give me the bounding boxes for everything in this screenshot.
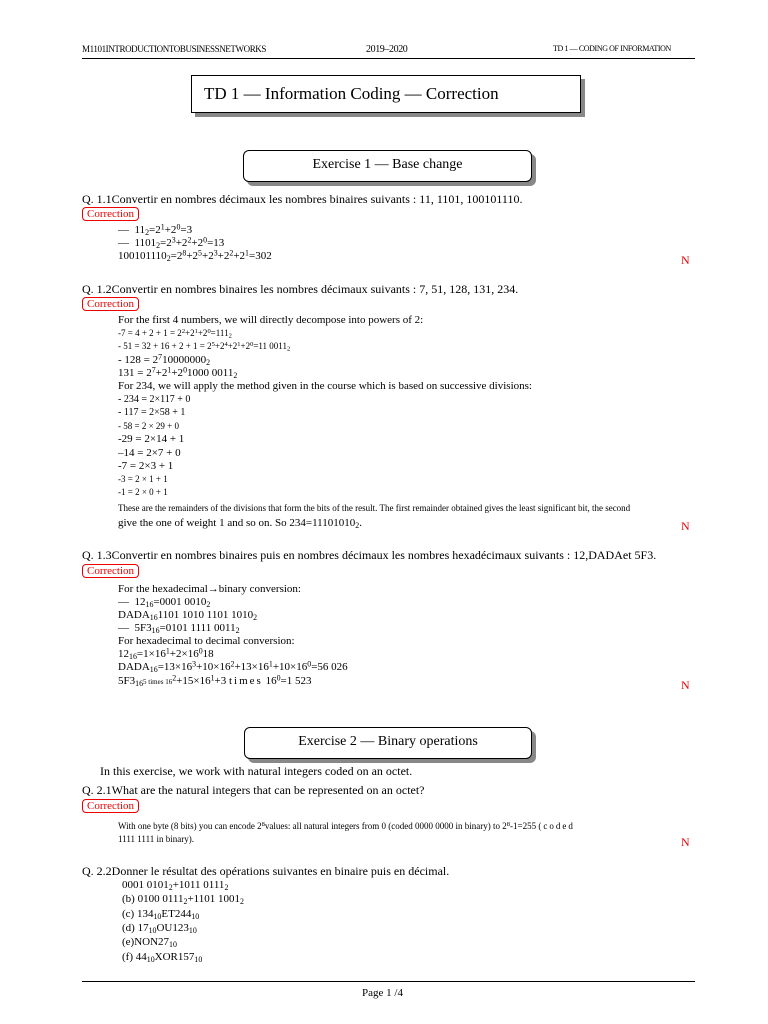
n-mark: N [681, 519, 690, 533]
answer-line: 1111 1111 in binary). [118, 834, 194, 844]
answer-line: $5F3_{16}5$ times $16^2+15\times 16^1+3$ times $16^0=1$ 523 [118, 673, 312, 688]
exercise1-box [243, 150, 532, 182]
division-line: –14 = 2×7 + 0 [118, 447, 181, 459]
operation-item: (f) $44_{10}XOR157_{10}$ [122, 951, 203, 964]
answer-line: For the hexadecimal→binary conversion: [118, 583, 301, 595]
answer-line: - $128 = 2^710000000_2$ [118, 352, 211, 367]
answer-line: $DADA_{16}=13\times 16^3+10\times 16^2+13\times 16^1+10\times 16^0=56$ 026 [118, 659, 348, 674]
answer-line: — $11_2=2^1+2^0=3$ [118, 222, 193, 237]
question-2-1: Q. 2.1What are the natural integers that can be represented on an octet? [82, 783, 425, 797]
correction-badge: Correction [82, 297, 139, 311]
operation-item: (b) 0100 $0111_2+1101$ $1001_2$ [122, 893, 244, 906]
operation-item: (c) $134_{10}ET244_{10}$ [122, 908, 200, 921]
answer-line: $100101110_2=2^8+2^5+2^3+2^2+2^1=302$ [118, 248, 272, 263]
header-year: 2019–2020 [366, 44, 408, 55]
n-mark: N [681, 253, 690, 267]
exercise2-title: Exercise 2 — Binary operations [298, 734, 478, 749]
division-line: -3 = 2 × 1 + 1 [118, 474, 168, 484]
answer-line: $-7 = 4 + 2 + 1 = 2^2+2^1+2^0=111_2$ [118, 328, 232, 340]
answer-line: — $12_{16}=0001$ $0010_2$ [118, 596, 211, 609]
answer-line: With one byte (8 bits) you can encode $2^8values$: all natural integers from 0 (coded 0000 0000 in binary) to $2^8-1=255$ (coded [118, 821, 575, 831]
answer-note: These are the remainders of the divisions that form the bits of the result. The first remainder obtained gives the least significant bit, the second [118, 503, 631, 513]
division-line: -7 = 2×3 + 1 [118, 460, 174, 472]
answer-line: - $51 = 32 + 16 + 2 + 1 = 2^5+2^4+2^1+2^0=11$ $0011_2$ [118, 341, 291, 353]
header-rule [82, 58, 695, 59]
question-1-2: Q. 1.2Convertir en nombres binaires les nombres décimaux suivants : 7, 51, 128, 131, 234. [82, 282, 519, 296]
question-1-3: Q. 1.3Convertir en nombres binaires puis en nombres décimaux les nombres hexadécimaux suivants : 12,DADAet 5F3. [82, 548, 657, 562]
division-line: -1 = 2 × 0 + 1 [118, 487, 168, 497]
correction-badge: Correction [82, 564, 139, 578]
division-line: -29 = 2×14 + 1 [118, 433, 185, 445]
question-1-1: Q. 1.1Convertir en nombres décimaux les nombres binaires suivants : 11, 1101, 100101110. [82, 192, 523, 206]
answer-line: $12_{16}=1\times 16^1+2\times 16^018$ [118, 646, 214, 661]
n-mark: N [681, 678, 690, 692]
answer-line: For 234, we will apply the method given in the course which is based on successive divisions: [118, 380, 532, 392]
division-line: - 117 = 2×58 + 1 [118, 407, 186, 418]
answer-line: — $1101_2=2^3+2^2+2^0=13$ [118, 235, 225, 250]
correction-badge: Correction [82, 799, 139, 813]
answer-line: $DADA_{16}1101$ 1010 1101 $1010_2$ [118, 609, 258, 622]
division-line: - 58 = 2 × 29 + 0 [118, 421, 179, 431]
answer-note: give the one of weight 1 and so on. So $234=11101010_2$. [118, 517, 362, 530]
exercise2-box [244, 727, 532, 759]
answer-line: For hexadecimal to decimal conversion: [118, 635, 295, 647]
operation-item: (d) $17_{10}OU123_{10}$ [122, 922, 197, 935]
exercise2-intro: In this exercise, we work with natural integers coded on an octet. [100, 764, 413, 778]
question-2-2: Q. 2.2Donner le résultat des opérations suivantes en binaire puis en décimal. [82, 864, 450, 878]
answer-line: For the first 4 numbers, we will directly decompose into powers of 2: [118, 314, 424, 326]
page-title: TD 1 — Information Coding — Correction [204, 84, 499, 103]
exercise1-title: Exercise 1 — Base change [312, 157, 463, 172]
correction-badge: Correction [82, 207, 139, 221]
operation-item: 0001 $0101_2+1011$ $0111_2$ [122, 879, 229, 892]
answer-line: — $5F3_{16}=0101$ 1111 $0011_2$ [118, 622, 240, 635]
page-number: Page 1 /4 [362, 987, 403, 999]
header-course: M1101INTRODUCTIONTOBUSINESSNETWORKS [82, 44, 267, 54]
n-mark: N [681, 835, 690, 849]
division-line: - 234 = 2×117 + 0 [118, 394, 191, 405]
footer-rule [82, 981, 695, 982]
answer-line: $131 = 2^7+2^1+2^01000$ $0011_2$ [118, 365, 238, 380]
header-td: TD 1 — CODING OF INFORMATION [553, 44, 671, 53]
title-box [191, 75, 581, 113]
operation-item: $(e)NON27_{10}$ [122, 936, 177, 949]
